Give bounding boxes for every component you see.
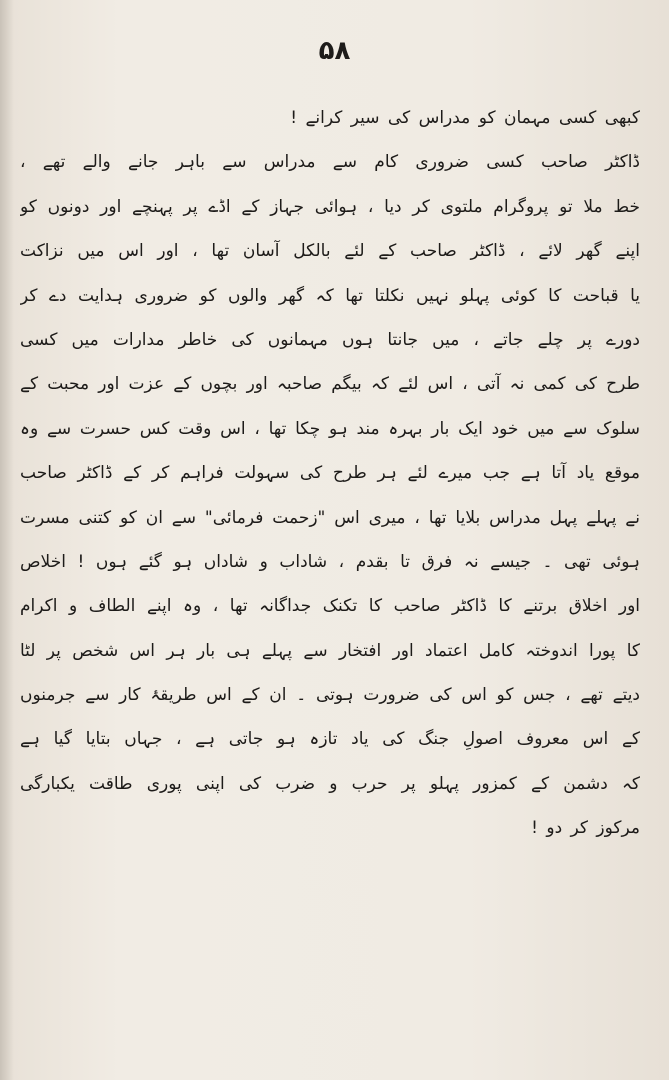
text-line: دیتے تھے ، جس کو اس کی ضرورت ہوتی ۔ ان کے اس طریقۂ کار سے جرمنوں [20, 685, 640, 706]
text-line: کہ دشمن کے کمزور پہلو پر حرب و ضرب کی اپنی پوری طاقت یکبارگی [20, 773, 640, 794]
text-line: اپنے گھر لائے ، ڈاکٹر صاحب کے لئے بالکل آسان تھا ، اور اس میں نزاکت [20, 241, 640, 262]
text-line: سلوک سے میں خود ایک بار بہرہ مند ہو چکا تھا ، اس وقت کس حسرت سے وہ [20, 418, 640, 439]
text-line: طرح کی کمی نہ آتی ، اس لئے کہ بیگم صاحبہ اور بچوں کے عزت اور محبت کے [20, 374, 640, 395]
page-body-text [20, 96, 640, 851]
page-number: ۵۸ [318, 36, 351, 66]
text-line: دورے پر چلے جاتے ، میں جانتا ہوں مہمانوں کی خاطر مدارات میں کسی [20, 329, 640, 350]
text-line: ہوئی تھی ۔ جیسے نہ فرق تا بقدم ، شاداب و شاداں ہو گئے ہوں ! اخلاص [20, 551, 640, 572]
text-line: کا پورا اندوختہ کامل اعتماد اور افتخار سے پہلے ہی بار ہر اس شخص پر لٹا [20, 640, 640, 661]
page-gutter-shadow [0, 0, 14, 1080]
text-line: نے پہلے پہل مدراس بلایا تھا ، میری اس "زحمت فرمائی" سے ان کو کتنی مسرت [20, 507, 640, 528]
text-line: کے اس معروف اصولِ جنگ کی یاد تازہ ہو جاتی ہے ، جہاں بتایا گیا ہے [20, 729, 640, 750]
text-line: یا قباحت کا کوئی پہلو نہیں نکلتا تھا کہ گھر والوں کو ضروری ہدایت دے کر [20, 285, 640, 306]
text-line: خط ملا تو پروگرام ملتوی کر دیا ، ہوائی جہاز کے اڈے پر پہنچے اور دونوں کو [20, 196, 640, 217]
text-line: ڈاکٹر صاحب کسی ضروری کام سے مدراس سے باہر جانے والے تھے ، [20, 152, 640, 173]
text-line: مرکوز کر دو ! [531, 818, 640, 839]
text-line: کبھی کسی مہمان کو مدراس کی سیر کرانے ! [290, 108, 640, 128]
text-line: اور اخلاق برتنے کا ڈاکٹر صاحب کا تکنک جداگانہ تھا ، وہ اپنے الطاف و اکرام [20, 596, 640, 617]
text-line: موقع یاد آتا ہے جب میرے لئے ہر طرح کی سہولت فراہم کر کے ڈاکٹر صاحب [20, 463, 640, 484]
